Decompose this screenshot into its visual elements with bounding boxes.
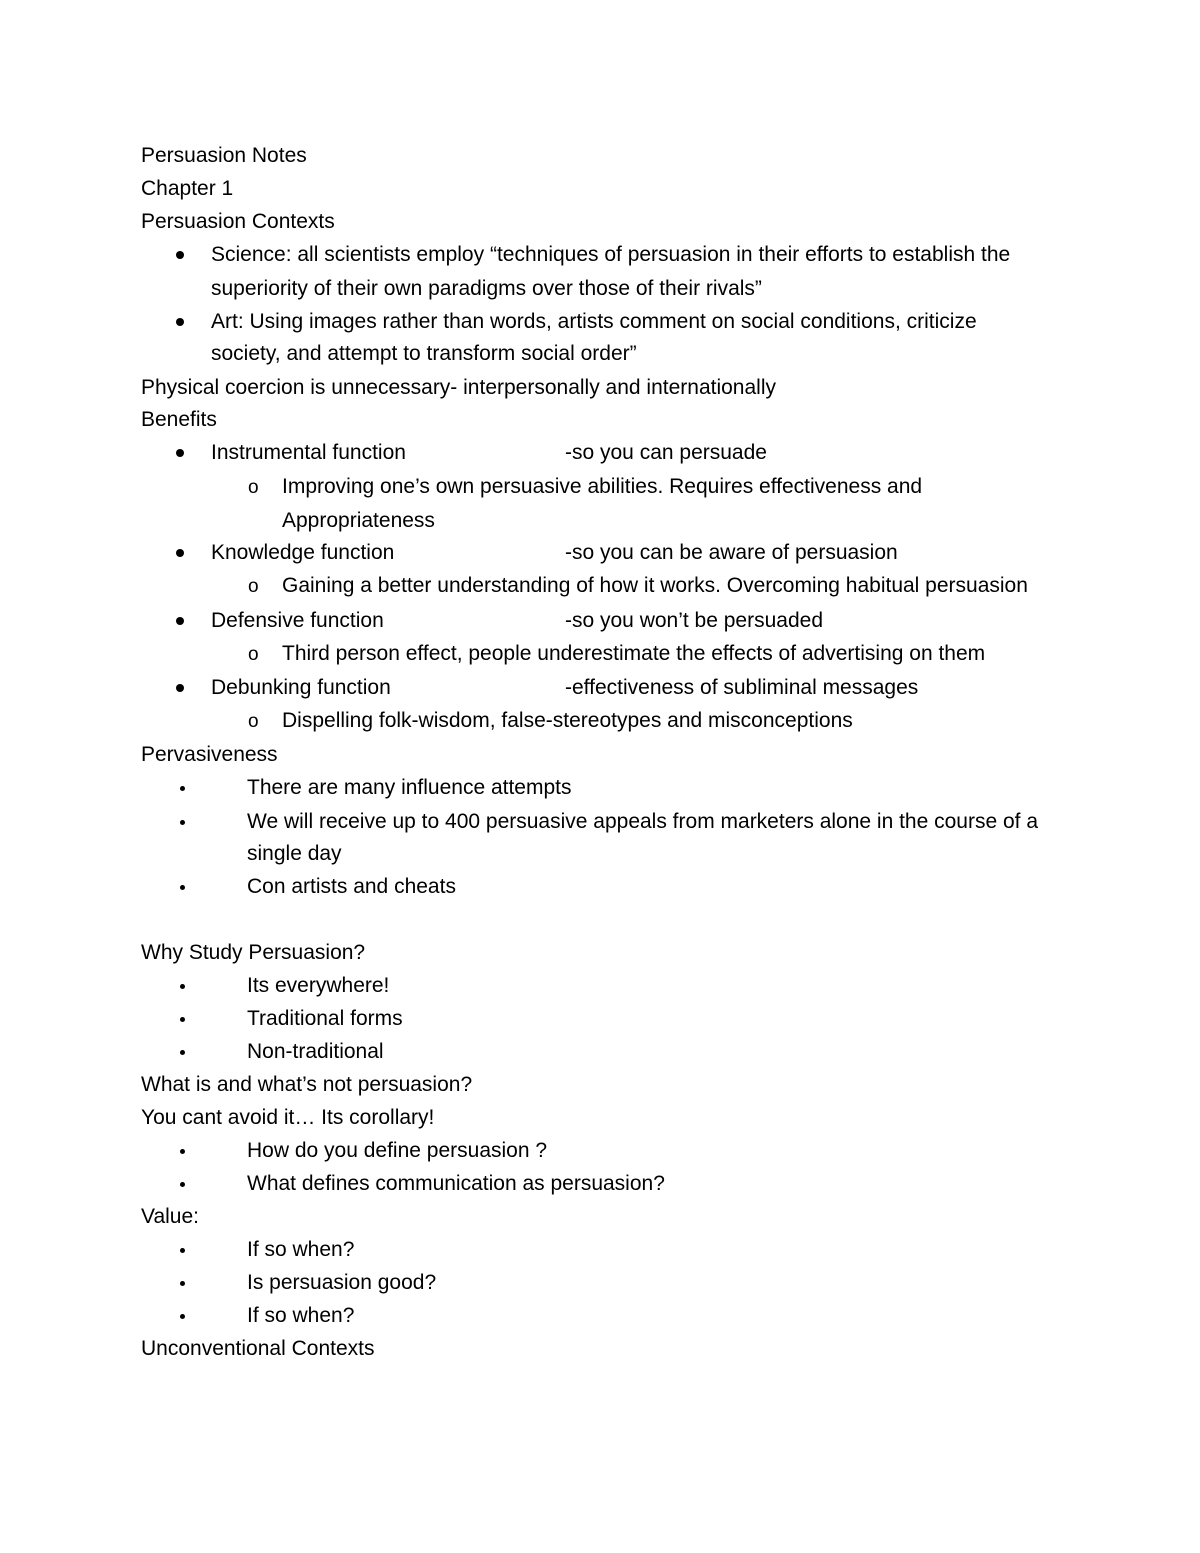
debunking-sub: Dispelling folk-wisdom, false-stereotypes and misconceptions bbox=[282, 709, 853, 732]
what-heading: What is and what’s not persuasion? bbox=[141, 1073, 473, 1096]
bullet-dot-icon bbox=[180, 1248, 185, 1253]
defensive-sub: Third person effect, people underestimate the effects of advertising on them bbox=[282, 642, 986, 665]
pervasiveness-item-2a: We will receive up to 400 persuasive appeals from marketers alone in the course of a bbox=[247, 810, 1039, 833]
why-item-1: Its everywhere! bbox=[247, 974, 390, 997]
knowledge-function: Knowledge function bbox=[211, 541, 395, 564]
bullet-dot-icon bbox=[176, 251, 184, 259]
bullet-dot-icon bbox=[176, 318, 184, 326]
value-item-3: If so when? bbox=[247, 1304, 355, 1327]
bullet-dot-icon bbox=[180, 1182, 185, 1187]
knowledge-note: -so you can be aware of persuasion bbox=[565, 541, 898, 564]
knowledge-sub: Gaining a better understanding of how it works. Overcoming habitual persuasion bbox=[282, 574, 1028, 597]
science-line-2: superiority of their own paradigms over those of their rivals” bbox=[211, 277, 762, 300]
art-line-1: Art: Using images rather than words, artists comment on social conditions, criticize bbox=[211, 310, 977, 333]
why-heading: Why Study Persuasion? bbox=[141, 941, 366, 964]
instrumental-note: -so you can persuade bbox=[565, 441, 767, 464]
pervasiveness-heading: Pervasiveness bbox=[141, 743, 278, 766]
unconventional-heading: Unconventional Contexts bbox=[141, 1337, 375, 1360]
pervasiveness-item-2b: single day bbox=[247, 842, 342, 865]
circle-bullet-icon: o bbox=[248, 477, 259, 498]
bullet-dot-icon bbox=[180, 984, 185, 989]
bullet-dot-icon bbox=[180, 820, 185, 825]
value-item-1: If so when? bbox=[247, 1238, 355, 1261]
benefits-heading: Benefits bbox=[141, 408, 217, 431]
value-heading: Value: bbox=[141, 1205, 199, 1228]
why-item-2: Traditional forms bbox=[247, 1007, 403, 1030]
define-item-1: How do you define persuasion ? bbox=[247, 1139, 548, 1162]
pervasiveness-item-3: Con artists and cheats bbox=[247, 875, 456, 898]
bullet-dot-icon bbox=[180, 1017, 185, 1022]
coercion-line: Physical coercion is unnecessary- interpersonally and internationally bbox=[141, 376, 776, 399]
bullet-dot-icon bbox=[180, 786, 185, 791]
contexts-heading: Persuasion Contexts bbox=[141, 210, 335, 233]
bullet-dot-icon bbox=[180, 885, 185, 890]
bullet-dot-icon bbox=[180, 1314, 185, 1319]
doc-title: Persuasion Notes bbox=[141, 144, 307, 167]
circle-bullet-icon: o bbox=[248, 711, 259, 732]
defensive-note: -so you won’t be persuaded bbox=[565, 609, 823, 632]
pervasiveness-item-1: There are many influence attempts bbox=[247, 776, 572, 799]
bullet-dot-icon bbox=[176, 449, 184, 457]
instrumental-sub-1: Improving one’s own persuasive abilities. Requires effectiveness and bbox=[282, 475, 923, 498]
bullet-dot-icon bbox=[180, 1050, 185, 1055]
bullet-dot-icon bbox=[176, 684, 184, 692]
bullet-dot-icon bbox=[180, 1281, 185, 1286]
chapter-heading: Chapter 1 bbox=[141, 177, 234, 200]
value-item-2: Is persuasion good? bbox=[247, 1271, 437, 1294]
instrumental-sub-2: Appropriateness bbox=[282, 509, 435, 532]
avoid-line: You cant avoid it… Its corollary! bbox=[141, 1106, 435, 1129]
instrumental-function: Instrumental function bbox=[211, 441, 406, 464]
bullet-dot-icon bbox=[180, 1149, 185, 1154]
debunking-note: -effectiveness of subliminal messages bbox=[565, 676, 919, 699]
defensive-function: Defensive function bbox=[211, 609, 384, 632]
debunking-function: Debunking function bbox=[211, 676, 391, 699]
circle-bullet-icon: o bbox=[248, 576, 259, 597]
science-line-1: Science: all scientists employ “techniques of persuasion in their efforts to establish the bbox=[211, 243, 1011, 266]
bullet-dot-icon bbox=[176, 549, 184, 557]
art-line-2: society, and attempt to transform social order” bbox=[211, 342, 637, 365]
why-item-3: Non-traditional bbox=[247, 1040, 384, 1063]
define-item-2: What defines communication as persuasion? bbox=[247, 1172, 665, 1195]
circle-bullet-icon: o bbox=[248, 644, 259, 665]
bullet-dot-icon bbox=[176, 617, 184, 625]
